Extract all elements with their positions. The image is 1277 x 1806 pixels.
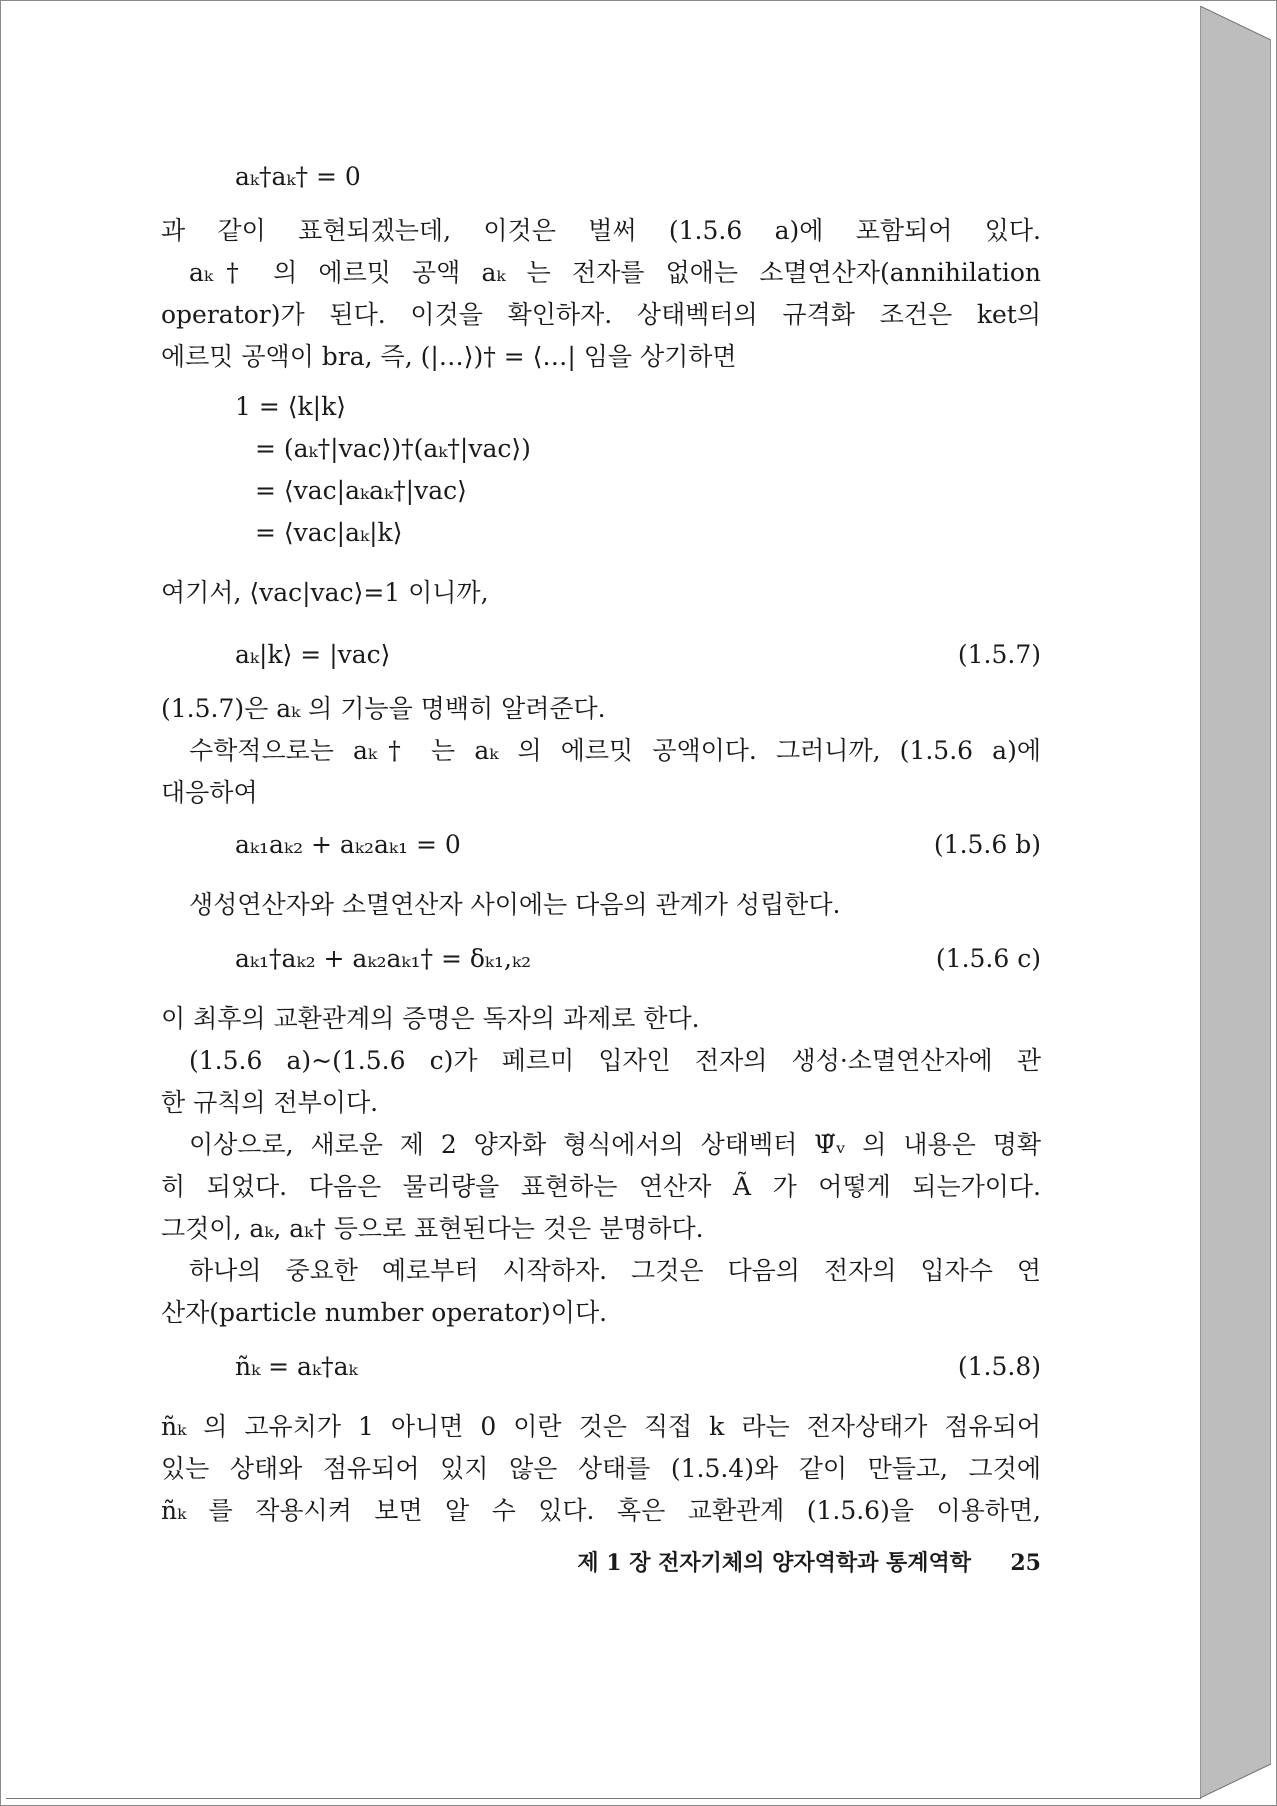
- normalization-line-3: = ⟨vac|aₖaₖ†|vac⟩: [255, 476, 467, 505]
- text-line-4: 에르밋 공액이 bra, 즉, (|…⟩)† = ⟨…| 임을 상기하면: [161, 342, 737, 371]
- text-line-17: 산자(particle number operator)이다.: [161, 1298, 608, 1327]
- spine-shape: [1200, 6, 1271, 1798]
- equation-number-1-5-6c: (1.5.6 c): [935, 944, 1041, 973]
- normalization-line-1: 1 = ⟨k|k⟩: [235, 392, 346, 421]
- text-line-12: 한 규칙의 전부이다.: [161, 1088, 379, 1117]
- text-line-6: (1.5.7)은 aₖ 의 기능을 명백히 알려준다.: [161, 694, 606, 723]
- text-line-2: aₖ† 의 에르밋 공액 aₖ 는 전자를 없애는 소멸연산자(annihilation: [189, 258, 1041, 287]
- text-line-3: operator)가 된다. 이것을 확인하자. 상태벡터의 규격화 조건은 ket의: [161, 300, 1041, 329]
- equation-1-5-8: ñₖ = aₖ†aₖ: [235, 1352, 358, 1381]
- page-footer: [577, 1548, 1041, 1578]
- page-number: 25: [1010, 1550, 1041, 1576]
- normalization-line-2: = (aₖ†|vac⟩)†(aₖ†|vac⟩): [255, 434, 531, 463]
- book-spine-edge: [1200, 6, 1271, 1798]
- equation-number-1-5-8: (1.5.8): [957, 1352, 1041, 1381]
- text-line-9: 생성연산자와 소멸연산자 사이에는 다음의 관계가 성립한다.: [189, 890, 841, 919]
- text-line-14: 히 되었다. 다음은 물리량을 표현하는 연산자 Ã 가 어떻게 되는가이다.: [161, 1172, 1041, 1201]
- text-line-11: (1.5.6 a)~(1.5.6 c)가 페르미 입자인 전자의 생성·소멸연산자에 관: [189, 1046, 1041, 1075]
- equation-1-5-6c: aₖ₁†aₖ₂ + aₖ₂aₖ₁† = δₖ₁,ₖ₂: [235, 944, 532, 973]
- normalization-line-4: = ⟨vac|aₖ|k⟩: [255, 518, 403, 547]
- equation-text: aₖ†aₖ† = 0: [235, 162, 361, 191]
- text-line-8: 대응하여: [161, 778, 258, 807]
- text-line-19: 있는 상태와 점유되어 있지 않은 상태를 (1.5.4)와 같이 만들고, 그것에: [161, 1454, 1041, 1483]
- text-line-15: 그것이, aₖ, aₖ† 등으로 표현된다는 것은 분명하다.: [161, 1214, 704, 1243]
- equation-1-5-7: aₖ|k⟩ = |vac⟩: [235, 640, 391, 669]
- text-line-16: 하나의 중요한 예로부터 시작하자. 그것은 다음의 전자의 입자수 연: [189, 1256, 1041, 1285]
- equation-1-5-6b: aₖ₁aₖ₂ + aₖ₂aₖ₁ = 0: [235, 830, 461, 859]
- text-line-5: 여기서, ⟨vac|vac⟩=1 이니까,: [161, 578, 489, 607]
- equation-number-1-5-6b: (1.5.6 b): [933, 830, 1041, 859]
- text-line-10: 이 최후의 교환관계의 증명은 독자의 과제로 한다.: [161, 1004, 700, 1033]
- text-line-18: ñₖ 의 고유치가 1 아니면 0 이란 것은 직접 k 라는 전자상태가 점유되어: [161, 1412, 1041, 1441]
- equation-number-1-5-7: (1.5.7): [957, 640, 1041, 669]
- text-line-7: 수학적으로는 aₖ† 는 aₖ 의 에르밋 공액이다. 그러니까, (1.5.6 a)에: [189, 736, 1041, 765]
- chapter-title: 제 1 장 전자기체의 양자역학과 통계역학: [577, 1550, 972, 1576]
- equation-top: [235, 160, 361, 194]
- book-page: [6, 6, 1201, 1799]
- text-line-20: ñₖ 를 작용시켜 보면 알 수 있다. 혹은 교환관계 (1.5.6)을 이용하면,: [161, 1496, 1041, 1525]
- text-line-1: 과 같이 표현되겠는데, 이것은 벌써 (1.5.6 a)에 포함되어 있다.: [161, 216, 1041, 245]
- text-line-13: 이상으로, 새로운 제 2 양자화 형식에서의 상태벡터 Ψ̃ᵥ 의 내용은 명확: [189, 1130, 1041, 1159]
